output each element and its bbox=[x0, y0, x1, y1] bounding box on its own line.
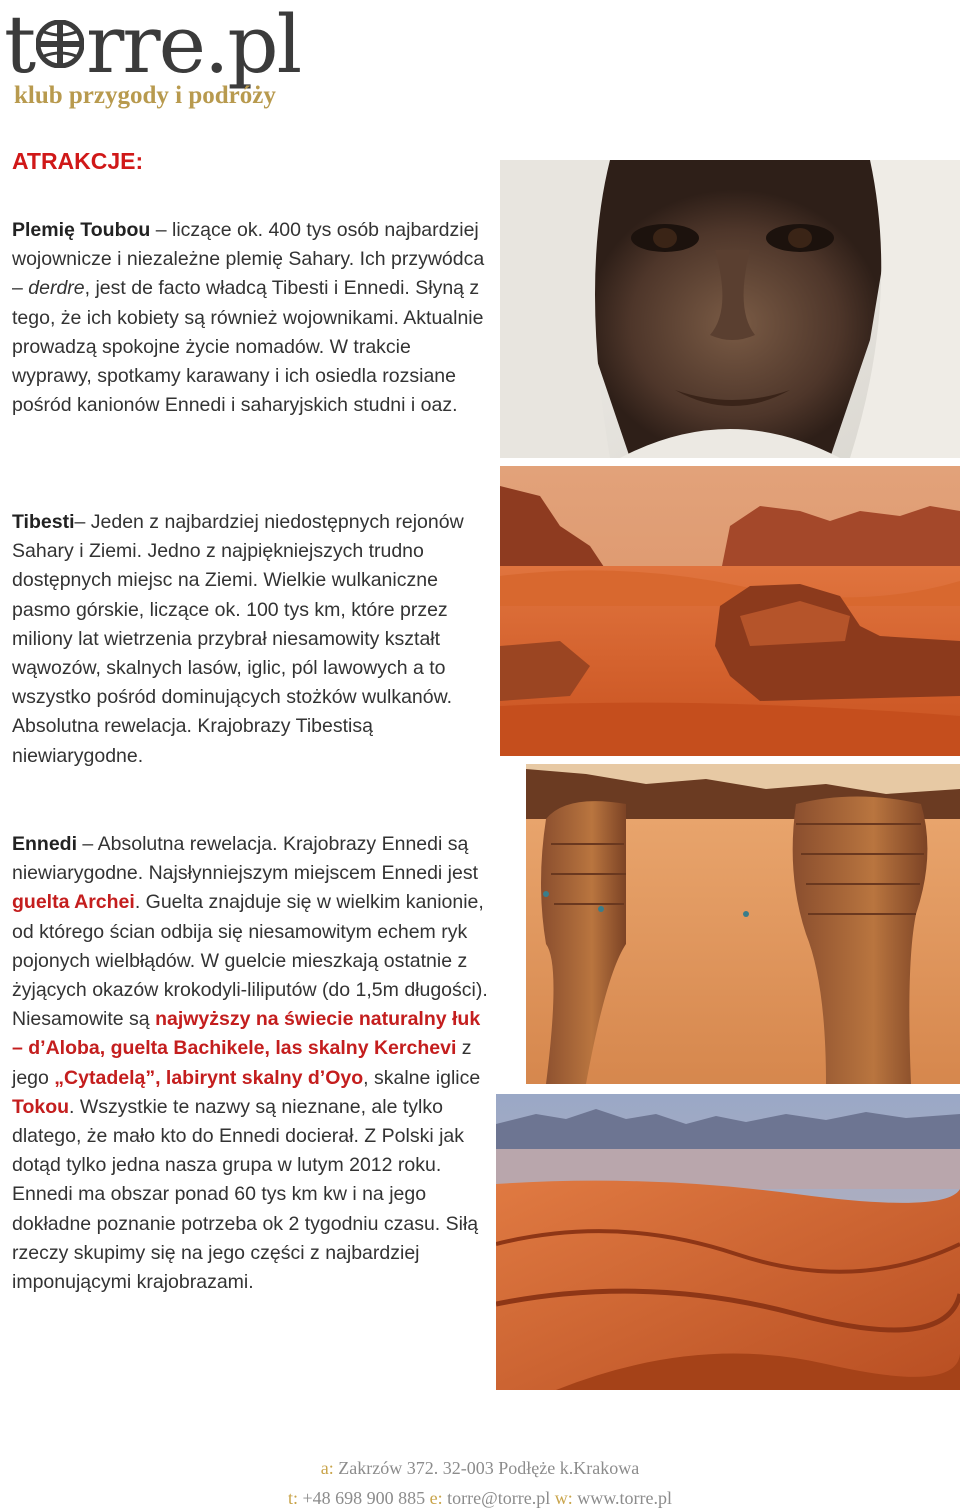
footer-web-label: w: bbox=[554, 1488, 573, 1508]
ennedi-highlight-tokou: Tokou bbox=[12, 1095, 70, 1118]
page-heading: ATRAKCJE: bbox=[12, 148, 144, 174]
toubou-title: Plemię Toubou bbox=[12, 219, 151, 241]
logo-wordmark bbox=[4, 0, 301, 91]
ennedi-paragraph-2: Ennedi ma obszar ponad 60 tys km kw i na jego dokładne poznanie potrzeba ok 2 tygodniu czasu. Siłą rzeczy skupimy się na jego części z najbardziej imponującymi krajobrazami. bbox=[12, 1183, 479, 1294]
ennedi-highlight-archei: guelta Archei bbox=[12, 891, 135, 914]
photo-tibesti-landscape bbox=[500, 466, 960, 756]
footer-address-label: a: bbox=[320, 1458, 334, 1478]
ennedi-text-1: – Absolutna rewelacja. Krajobrazy Ennedi są niewiarygodne. Najsłynniejszym miejscem Ennedi jest bbox=[12, 833, 479, 885]
footer-web-link[interactable]: www.torre.pl bbox=[577, 1488, 673, 1508]
section-ennedi bbox=[12, 830, 488, 1297]
footer-address: Zakrzów 372. 32-003 Podłęże k.Krakowa bbox=[338, 1458, 640, 1478]
section-toubou bbox=[12, 216, 488, 420]
logo-letter-t: t bbox=[4, 0, 35, 91]
photo-toubou-portrait bbox=[500, 160, 960, 458]
logo-text-rest: rre.pl bbox=[86, 0, 301, 91]
footer-contact-line bbox=[0, 1488, 960, 1509]
footer-email[interactable]: torre@torre.pl bbox=[447, 1488, 551, 1508]
ennedi-highlight-cytadela: „Cytadelą”, labirynt skalny d’Oyo bbox=[54, 1066, 364, 1089]
footer-email-label: e: bbox=[429, 1488, 443, 1508]
section-tibesti bbox=[12, 508, 488, 771]
tibesti-text: – Jeden z najbardziej niedostępnych rejonów Sahary i Ziemi. Jedno z najpiękniejszych trudno dostępnych miejsc na Ziemi. Wielkie wulkaniczne pasmo górskie, liczące ok. 100 tys km, które przez miliony lat wietrzenia przybrał niesamowity kształt wąwozów, skalnych lasów, iglic, pól lawowych a to wszystko pośród dominujących stożków wulkanów. Absolutna rewelacja. Krajobrazy Tibestisą niewiarygodne. bbox=[12, 511, 464, 767]
toubou-italic: derdre bbox=[28, 277, 85, 300]
logo bbox=[4, 2, 334, 112]
photo-ennedi-dunes bbox=[496, 1094, 960, 1390]
toubou-text-2: , jest de facto władcą Tibesti i Ennedi. Słyną z tego, że ich kobiety są również wojownikami. Aktualnie prowadzą spokojne życie nomadów. W trakcie wyprawy, spotkamy karawany i ich osiedla rozsiane pośród kanionów Ennedi i saharyjskich studni i oaz. bbox=[12, 277, 484, 417]
footer-phone-label: t: bbox=[287, 1488, 298, 1508]
toubou-text-1: – liczące ok. 400 tys osób najbardziej wojownicze i niezależne plemię Sahary. Ich przywódca – bbox=[12, 219, 485, 300]
logo-tagline: klub przygody i podróży bbox=[14, 82, 276, 109]
globe-icon bbox=[36, 20, 84, 68]
footer-address-line bbox=[0, 1458, 960, 1479]
ennedi-text-4: , skalne iglice bbox=[363, 1066, 481, 1089]
ennedi-text-3: z jego bbox=[12, 1037, 472, 1089]
photo-ennedi-pillars bbox=[526, 764, 960, 1084]
tibesti-title: Tibesti bbox=[12, 511, 75, 533]
ennedi-highlight-aloba: najwyższy na świecie naturalny łuk – d’Aloba, guelta Bachikele, las skalny Kerchevi bbox=[12, 1008, 481, 1060]
ennedi-text-2: . Guelta znajduje się w wielkim kanionie, od którego ścian odbija się niesamowitym echem ryk pojonych wielbłądów. W guelcie mieszkają ostatnie z żyjących okazów krokodyli-liliputów (do 1,5m długości). Niesamowite są bbox=[12, 891, 488, 1031]
ennedi-text-5: . Wszystkie te nazwy są nieznane, ale tylko dlatego, że mało kto do Ennedi docierał. Z Polski jak dotąd tylko jedna nasza grupa w lutym 2012 roku. bbox=[12, 1095, 464, 1177]
ennedi-title: Ennedi bbox=[12, 833, 78, 855]
footer-phone: +48 698 900 885 bbox=[302, 1488, 426, 1508]
